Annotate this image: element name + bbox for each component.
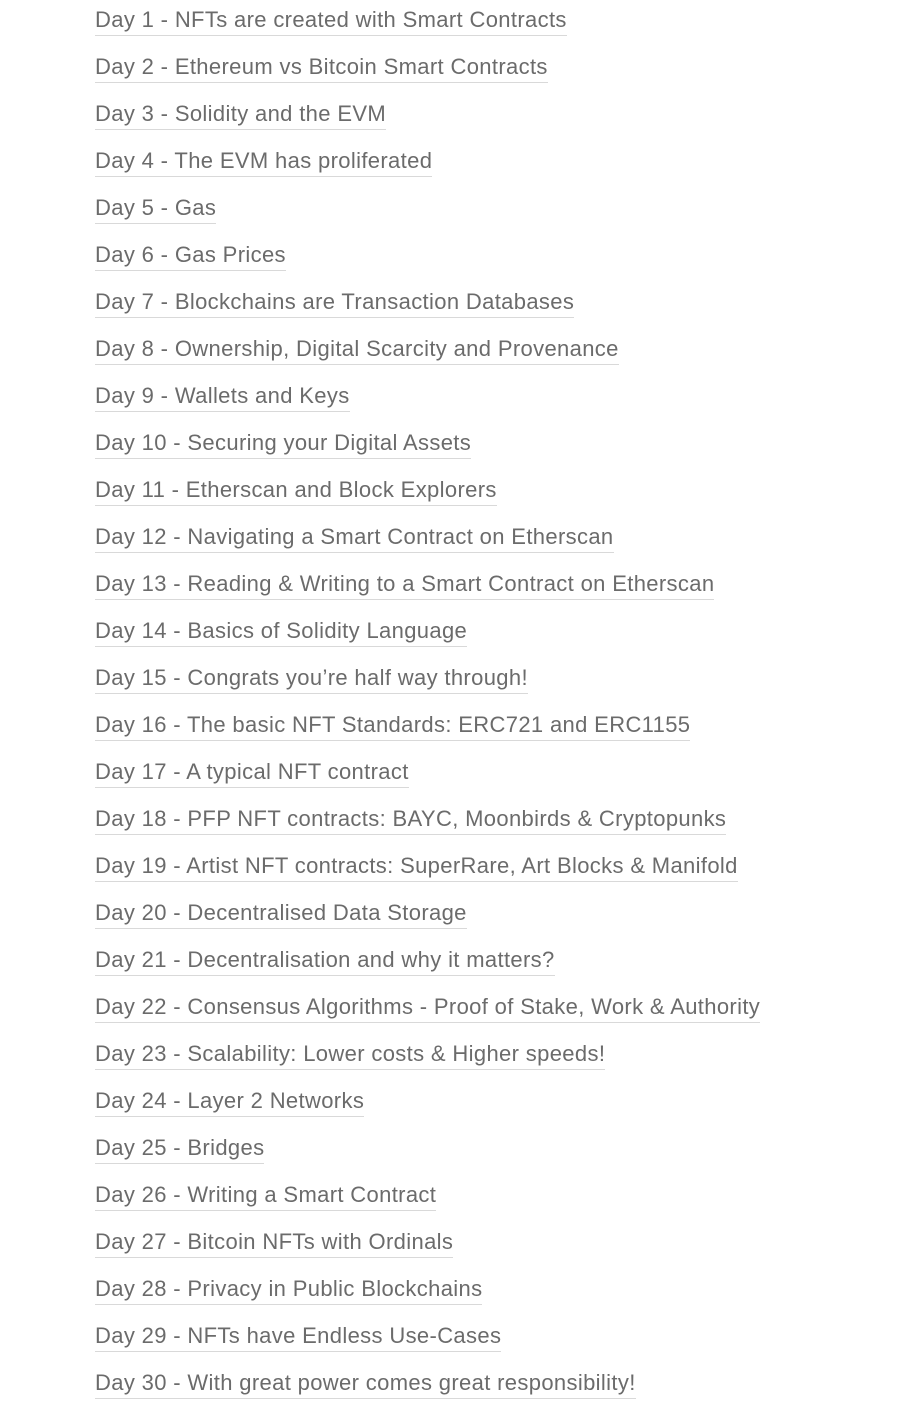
toc-link-day-26[interactable]: Day 26 - Writing a Smart Contract xyxy=(95,1181,436,1211)
toc-link-day-18[interactable]: Day 18 - PFP NFT contracts: BAYC, Moonbirds & Cryptopunks xyxy=(95,805,726,835)
toc-link-day-16[interactable]: Day 16 - The basic NFT Standards: ERC721 and ERC1155 xyxy=(95,711,690,741)
toc-link-day-20[interactable]: Day 20 - Decentralised Data Storage xyxy=(95,899,467,929)
toc-link-day-30[interactable]: Day 30 - With great power comes great responsibility! xyxy=(95,1369,636,1399)
toc-link-day-25[interactable]: Day 25 - Bridges xyxy=(95,1134,264,1164)
toc-link-day-3[interactable]: Day 3 - Solidity and the EVM xyxy=(95,100,386,130)
toc-link-day-5[interactable]: Day 5 - Gas xyxy=(95,194,216,224)
toc-link-day-12[interactable]: Day 12 - Navigating a Smart Contract on Etherscan xyxy=(95,523,614,553)
toc-link-day-11[interactable]: Day 11 - Etherscan and Block Explorers xyxy=(95,476,497,506)
toc-link-day-14[interactable]: Day 14 - Basics of Solidity Language xyxy=(95,617,467,647)
toc-link-day-29[interactable]: Day 29 - NFTs have Endless Use-Cases xyxy=(95,1322,501,1352)
toc-link-day-1[interactable]: Day 1 - NFTs are created with Smart Contracts xyxy=(95,6,567,36)
toc-link-day-9[interactable]: Day 9 - Wallets and Keys xyxy=(95,382,350,412)
toc-link-day-13[interactable]: Day 13 - Reading & Writing to a Smart Contract on Etherscan xyxy=(95,570,714,600)
toc-link-day-28[interactable]: Day 28 - Privacy in Public Blockchains xyxy=(95,1275,482,1305)
toc-link-day-6[interactable]: Day 6 - Gas Prices xyxy=(95,241,286,271)
toc-link-day-23[interactable]: Day 23 - Scalability: Lower costs & Higher speeds! xyxy=(95,1040,605,1070)
toc-link-day-22[interactable]: Day 22 - Consensus Algorithms - Proof of Stake, Work & Authority xyxy=(95,993,760,1023)
toc-link-day-10[interactable]: Day 10 - Securing your Digital Assets xyxy=(95,429,471,459)
toc-link-day-17[interactable]: Day 17 - A typical NFT contract xyxy=(95,758,409,788)
toc-link-day-21[interactable]: Day 21 - Decentralisation and why it matters? xyxy=(95,946,555,976)
toc-link-day-27[interactable]: Day 27 - Bitcoin NFTs with Ordinals xyxy=(95,1228,453,1258)
toc-link-day-2[interactable]: Day 2 - Ethereum vs Bitcoin Smart Contracts xyxy=(95,53,548,83)
toc-link-day-24[interactable]: Day 24 - Layer 2 Networks xyxy=(95,1087,364,1117)
toc-link-day-7[interactable]: Day 7 - Blockchains are Transaction Databases xyxy=(95,288,574,318)
toc-link-day-19[interactable]: Day 19 - Artist NFT contracts: SuperRare, Art Blocks & Manifold xyxy=(95,852,738,882)
toc-link-day-8[interactable]: Day 8 - Ownership, Digital Scarcity and Provenance xyxy=(95,335,619,365)
toc-link-day-15[interactable]: Day 15 - Congrats you’re half way through! xyxy=(95,664,528,694)
toc-link-day-4[interactable]: Day 4 - The EVM has proliferated xyxy=(95,147,432,177)
